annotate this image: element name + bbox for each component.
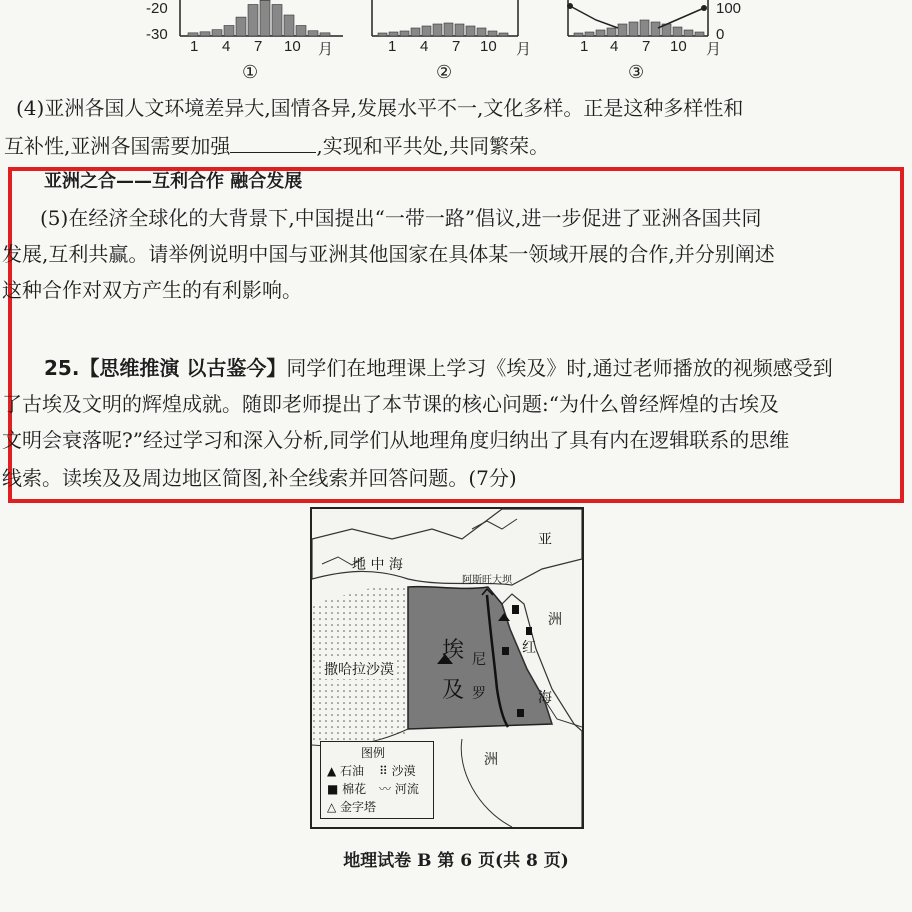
x-tick: 月 [706,41,722,58]
map-label-africa: 洲 [484,752,498,768]
page-footer: 地理试卷 B 第 6 页(共 8 页) [343,851,569,871]
map-label-red: 红 [522,640,536,656]
bar [212,30,222,36]
bar [499,33,508,36]
q25-line-2: 了古埃及文明的辉煌成就。随即老师提出了本节课的核心问题:“为什么曾经辉煌的古埃及 [2,392,779,416]
q4-line-2-end: ,实现和平共处,共同繁荣。 [316,134,550,158]
x-tick: 月 [516,41,532,58]
q4-line-2-start: 互补性,亚洲各国需要加强 [4,134,231,158]
bar [477,28,486,36]
map-legend [320,741,434,819]
bar [433,24,442,36]
bar [188,33,198,36]
x-tick: 1 [388,38,397,55]
bar [444,23,453,36]
egypt-map [310,507,584,829]
legend-river-label: 河流 [394,782,419,796]
map-label-sea: 地 中 海 [352,557,403,573]
chart-label: ③ [628,62,645,83]
q4-line-2 [4,128,549,164]
q25-tag: 25.【思维推演 以古鉴今】 [44,356,287,380]
bar [607,28,616,36]
q25-line-4: 线索。读埃及及周边地区简图,补全线索并回答问题。(7分) [2,466,517,490]
bar [236,17,246,36]
legend-pyramid-label: 金字塔 [340,800,377,814]
x-tick: 10 [480,38,497,55]
map-label-nile-2: 罗 [472,686,486,702]
bar [200,32,210,36]
legend-desert: ⠿ 沙漠 [379,764,416,778]
map-label-nile-1: 尼 [472,652,486,668]
x-tick: 7 [642,38,651,55]
bar [422,26,431,36]
bar [272,5,282,37]
legend-desert-label: 沙漠 [391,764,416,778]
x-tick: 1 [190,38,199,55]
chart-1 [146,0,350,90]
bar [411,28,420,36]
bar [455,24,464,36]
bar [260,0,270,36]
bar [308,31,318,36]
legend-pyramid: △ 金字塔 [327,800,377,814]
bar [400,31,409,36]
x-tick: 10 [670,38,687,55]
x-tick: 月 [318,41,334,58]
bar [640,20,649,36]
bar [651,22,660,36]
bar [389,32,398,36]
x-tick: 1 [580,38,589,55]
map-label-dam: 阿斯旺大坝 [462,575,512,586]
bar [378,33,387,36]
legend-cotton: ■ 棉花 [327,782,367,796]
map-label-sea-char: 海 [538,690,552,706]
x-tick: 4 [610,38,619,55]
legend-title: 图例 [361,746,386,760]
y-tick: -20 [146,0,168,17]
q5-line-1: (5)在经济全球化的大背景下,中国提出“一带一路”倡议,进一步促进了亚洲各国共同 [40,206,762,230]
bar [296,26,306,37]
q25-line-3: 文明会衰落呢?”经过学习和深入分析,同学们从地理角度归纳出了具有内在逻辑联系的思维 [2,428,790,452]
q5-line-3: 这种合作对双方产生的有利影响。 [2,278,302,302]
legend-oil-label: 石油 [340,764,365,778]
q4-line-1: (4)亚洲各国人文环境差异大,国情各异,发展水平不一,文化多样。正是这种多样性和 [16,96,744,120]
q25-line-1 [44,350,833,386]
bar [488,31,497,36]
x-tick: 4 [222,38,231,55]
bar [466,26,475,36]
map-label-asia-2: 洲 [548,612,562,628]
y-tick-right: 100 [716,0,742,17]
bar [618,24,627,36]
bar [224,26,234,37]
bar [284,15,294,36]
bar [248,5,258,37]
section-heading: 亚洲之合——互利合作 融合发展 [44,171,303,192]
bar [684,30,693,36]
q25-line-1-text: 同学们在地理课上学习《埃及》时,通过老师播放的视频感受到 [286,356,833,380]
map-label-sahara: 撒哈拉沙漠 [322,659,396,679]
bar [596,30,605,36]
x-tick: 7 [254,38,263,55]
chart-3-plot [566,0,716,40]
legend-cotton-label: 棉花 [342,782,367,796]
legend-oil: ▲ 石油 [327,764,365,778]
map-label-egypt-2: 及 [442,678,465,703]
chart-label: ② [436,62,453,83]
legend-river: 〰 河流 [379,782,419,796]
x-tick: 4 [420,38,429,55]
chart-1-plot [178,0,348,40]
x-tick: 7 [452,38,461,55]
bar [629,22,638,36]
bar [695,32,704,36]
map-label-asia-1: 亚 [538,532,552,548]
bar [574,33,583,36]
chart-2 [368,0,538,90]
chart-3 [566,0,776,90]
y-tick-right: 0 [716,26,725,43]
y-tick: -30 [146,26,168,43]
bar [585,32,594,36]
answer-blank[interactable] [230,132,316,153]
bar [673,27,682,36]
chart-label: ① [242,62,259,83]
bar [320,33,330,36]
x-tick: 10 [284,38,301,55]
map-label-egypt-1: 埃 [442,638,465,663]
chart-2-plot [368,0,528,40]
q5-line-2: 发展,互利共赢。请举例说明中国与亚洲其他国家在具体某一领域开展的合作,并分别阐述 [2,242,775,266]
